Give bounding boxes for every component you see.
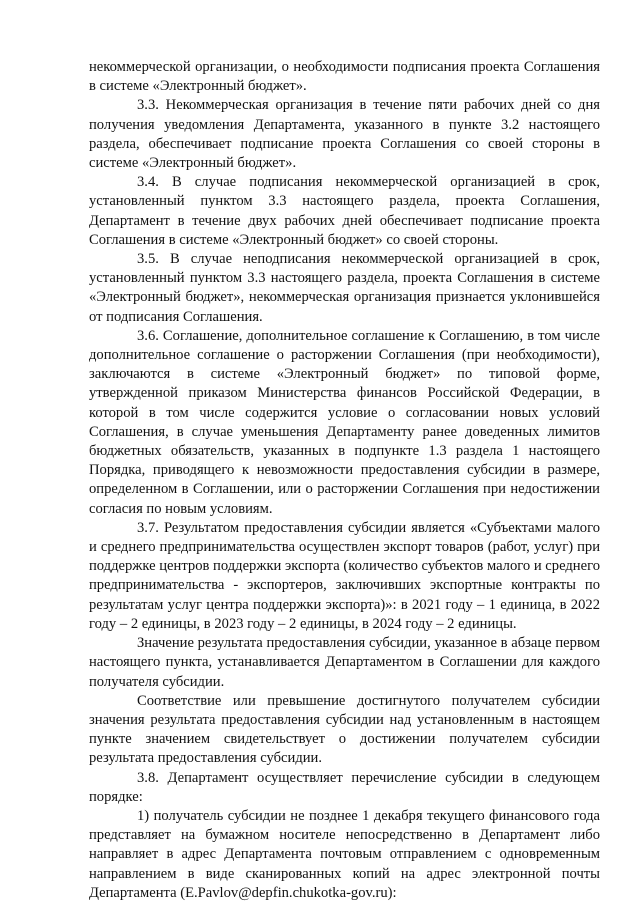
paragraph-3-7: 3.7. Результатом предоставления субсидии является «Субъектами малого и среднего предпринимательства осуществлен экспорт товаров (работ, услуг) при поддержке центров поддержки экспорта (количество субъектов малого и среднего предпринимательства - экспортеров, заключивших экспортные контракты по результатам услуг центра поддержки экспорта)»: в 2021 году – 1 единица, в 2022 году – 2 единицы, в 2023 году – 2 единицы, в 2024 году – 2 единицы. — [89, 519, 600, 632]
paragraph-continuation: некоммерческой организации, о необходимости подписания проекта Соглашения в системе «Электронный бюджет». — [89, 59, 600, 95]
paragraph-3-8: 3.8. Департамент осуществляет перечисление субсидии в следующем порядке: — [89, 769, 600, 805]
paragraph-3-6: 3.6. Соглашение, дополнительное соглашение к Соглашению, в том числе дополнительное соглашение о расторжении Соглашения (при необходимости), заключаются в системе «Электронный бюджет» по типовой форме, утвержденной приказом Министерства финансов Российской Федерации, в которой в том числе содержится условие о согласовании новых условий Соглашения, в случае уменьшения Департаменту ранее доведенных лимитов бюджетных обязательств, указанных в подпункте 1.3 раздела 1 настоящего Порядка, приводящего к невозможности предоставления субсидии в размере, определенном в Соглашении, или о расторжении Соглашения при недостижении согласия по новым условиям. — [89, 327, 600, 517]
paragraph-3-7-value: Значение результата предоставления субсидии, указанное в абзаце первом настоящего пункта, устанавливается Департаментом в Соглашении для каждого получателя субсидии. — [89, 635, 600, 690]
paragraph-3-4: 3.4. В случае подписания некоммерческой организацией в срок, установленный пунктом 3.3 настоящего раздела, проекта Соглашения, Департамент в течение двух рабочих дней обеспечивает подписание проекта Соглашения в системе «Электронный бюджет» со своей стороны. — [89, 174, 600, 248]
paragraph-3-7-compliance: Соответствие или превышение достигнутого получателем субсидии значения результата предоставления субсидии над установленным в настоящем пункте значением свидетельствует о достижении получателем субсидии результата предоставления субсидии. — [89, 692, 600, 767]
paragraph-3-8-item-1: 1) получатель субсидии не позднее 1 декабря текущего финансового года представляет на бумажном носителе непосредственно в Департамент либо направляет в адрес Департамента почтовым отправлением с одновременным направлением в виде сканированных копий на адрес электронной почты Департамента (E.Pavlov@depfin.chukotka-gov.ru): — [89, 807, 600, 901]
paragraph-3-3: 3.3. Некоммерческая организация в течение пяти рабочих дней со дня получения уведомления Департамента, указанного в пункте 3.2 настоящего раздела, обеспечивает подписание проекта Соглашения со своей стороны в системе «Электронный бюджет». — [89, 97, 600, 172]
paragraph-3-5: 3.5. В случае неподписания некоммерческой организацией в срок, установленный пунктом 3.3 настоящего раздела, проекта Соглашения в системе «Электронный бюджет», некоммерческая организация признается уклонившейся от подписания Соглашения. — [89, 251, 600, 325]
